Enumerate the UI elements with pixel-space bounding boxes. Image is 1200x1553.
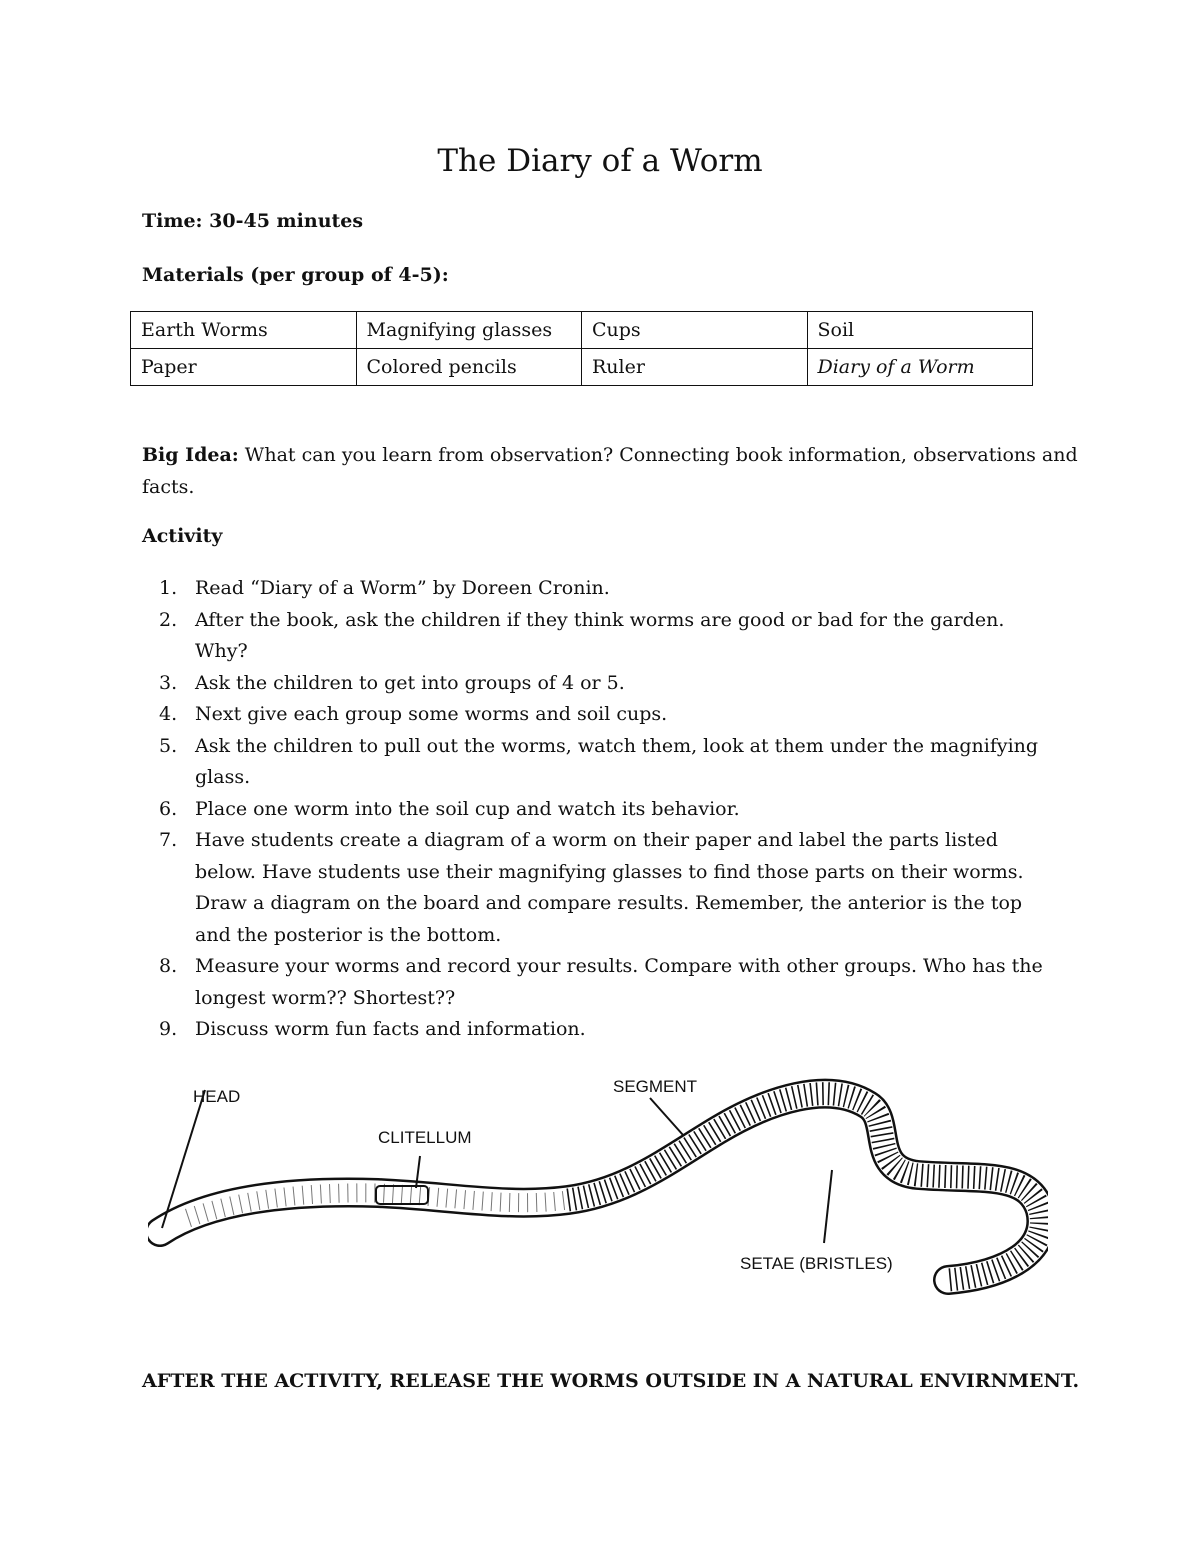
list-item: [142, 573, 1062, 605]
worm-diagram: [148, 1060, 1048, 1300]
release-instruction: AFTER THE ACTIVITY, RELEASE THE WORMS OUTSIDE IN A NATURAL ENVIRNMENT.: [142, 1370, 1080, 1392]
activity-steps-list: [142, 573, 1062, 1046]
step-text: Have students create a diagram of a worm on their paper and label the parts listed below. Have students use their magnifying glasses to find those parts on their worms. Draw a diagram on the board and compare results. Remember, the anterior is the top and the posterior is the bottom.: [195, 829, 1024, 946]
table-cell: Ruler: [582, 349, 808, 386]
segment-pointer: [650, 1098, 683, 1135]
step-text: Ask the children to get into groups of 4 or 5.: [195, 671, 625, 694]
table-cell: Paper: [131, 349, 357, 386]
table-cell: Soil: [807, 312, 1033, 349]
list-item: [142, 668, 1062, 700]
step-number: 2.: [159, 608, 178, 631]
table-row: [131, 312, 1033, 349]
list-item: [142, 794, 1062, 826]
list-item: [142, 825, 1062, 951]
list-item: [142, 1014, 1062, 1046]
step-text: After the book, ask the children if they think worms are good or bad for the garden. Why?: [195, 608, 1005, 662]
time-line: Time: 30-45 minutes: [142, 210, 364, 232]
step-number: 8.: [159, 955, 178, 977]
list-item: [142, 951, 1062, 1014]
step-text: Place one worm into the soil cup and watch its behavior.: [195, 797, 740, 820]
big-idea-label: Big Idea:: [142, 444, 239, 466]
table-cell: Magnifying glasses: [356, 312, 582, 349]
label-head: HEAD: [193, 1087, 241, 1106]
label-setae: SETAE (BRISTLES): [740, 1254, 893, 1273]
list-item: [142, 605, 1062, 668]
table-cell: Colored pencils: [356, 349, 582, 386]
step-number: 1.: [159, 577, 178, 599]
step-number: 9.: [159, 1018, 178, 1040]
step-number: 5.: [159, 734, 178, 757]
step-text: Read “Diary of a Worm” by Doreen Cronin.: [195, 577, 610, 599]
step-text: Measure your worms and record your results. Compare with other groups. Who has the longest worm?? Shortest??: [195, 955, 1043, 1009]
materials-heading: Materials (per group of 4-5):: [142, 264, 449, 286]
big-idea-paragraph: [142, 439, 1082, 503]
step-text: Next give each group some worms and soil cups.: [195, 703, 668, 725]
table-cell-book-title: Diary of a Worm: [807, 349, 1033, 386]
table-cell: Cups: [582, 312, 808, 349]
table-row: [131, 349, 1033, 386]
step-number: 4.: [159, 703, 178, 725]
setae-pointer: [824, 1170, 832, 1243]
label-clitellum: CLITELLUM: [378, 1128, 472, 1147]
big-idea-text: What can you learn from observation? Connecting book information, observations and facts.: [142, 444, 1078, 498]
step-text: Discuss worm fun facts and information.: [195, 1018, 586, 1040]
step-number: 3.: [159, 671, 178, 694]
step-number: 7.: [159, 829, 178, 851]
document-title: The Diary of a Worm: [437, 143, 763, 179]
activity-heading: Activity: [142, 525, 223, 547]
label-segment: SEGMENT: [613, 1077, 698, 1096]
list-item: [142, 731, 1062, 794]
table-cell: Earth Worms: [131, 312, 357, 349]
step-number: 6.: [159, 797, 178, 820]
materials-table: [130, 311, 1033, 386]
step-text: Ask the children to pull out the worms, watch them, look at them under the magnifying glass.: [195, 734, 1039, 788]
list-item: [142, 699, 1062, 731]
